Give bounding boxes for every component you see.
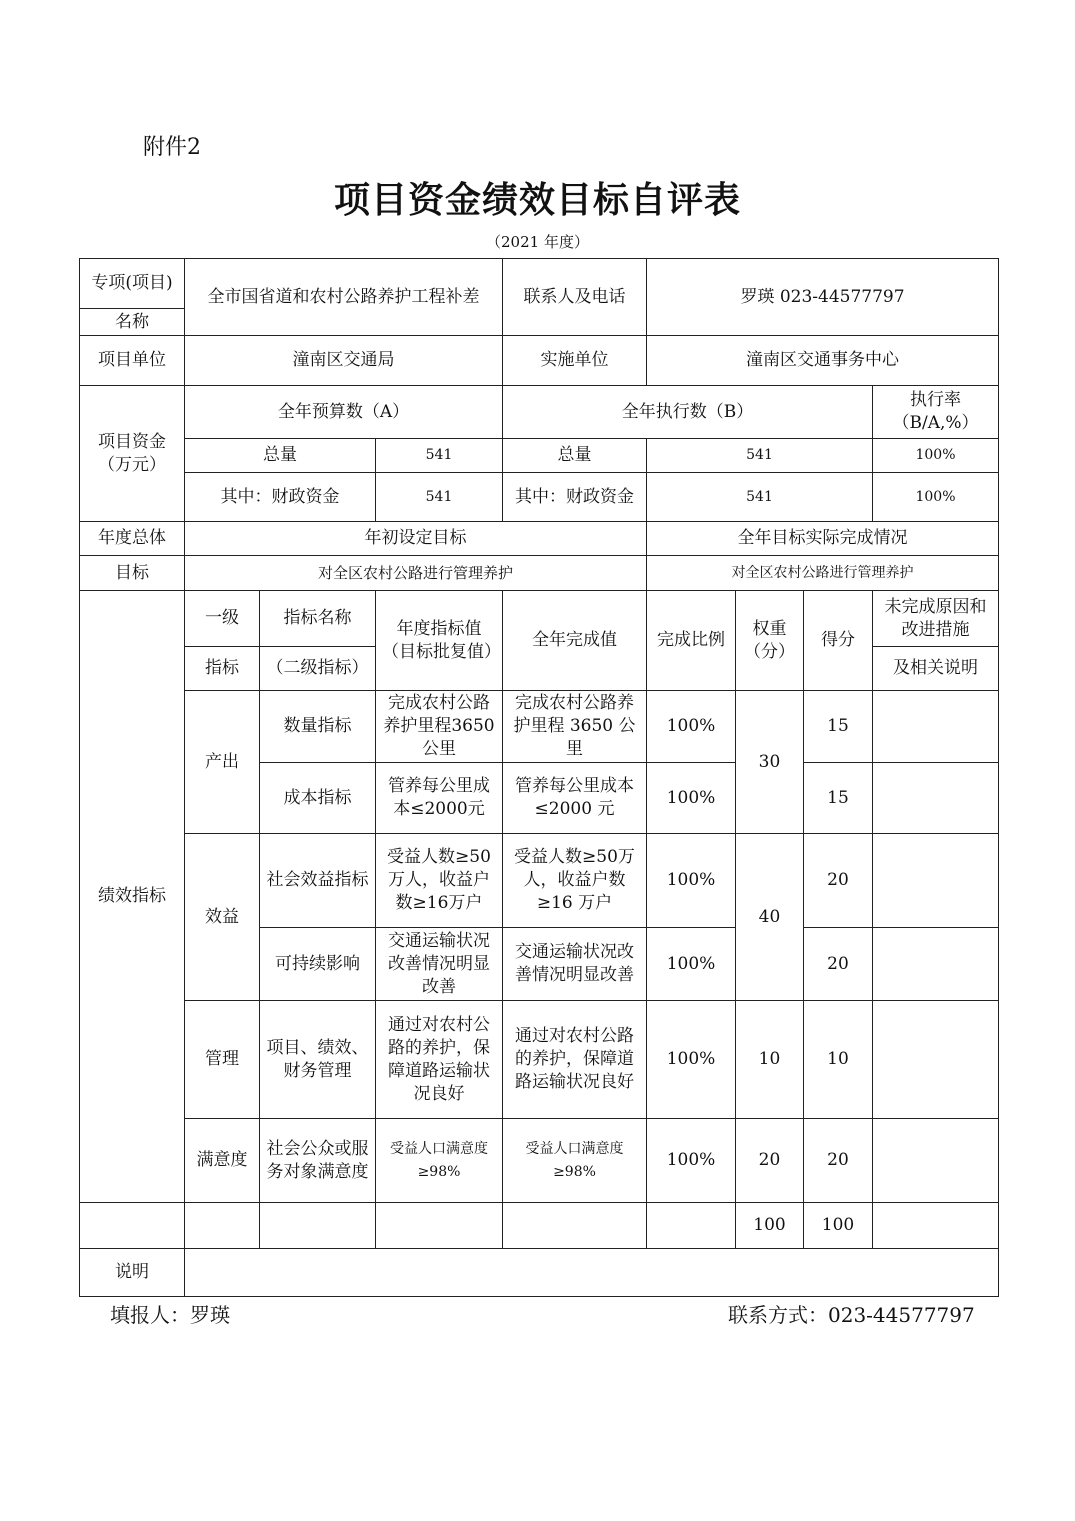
empty-cell	[647, 1203, 736, 1249]
funds-rate: 100%	[873, 473, 999, 522]
year-label: （2021 年度）	[486, 233, 589, 251]
indicator-ratio: 100%	[647, 928, 736, 1001]
indicator-score: 15	[804, 691, 873, 763]
indicator-score: 10	[804, 1001, 873, 1119]
note-label: 说明	[80, 1249, 185, 1297]
indicator-actual: 完成农村公路养护里程 3650 公里	[503, 691, 647, 763]
indicator-weight: 30	[736, 691, 804, 834]
indicator-score: 20	[804, 834, 873, 928]
indicator-name: 社会公众或服务对象满意度	[260, 1119, 376, 1203]
note-value	[185, 1249, 999, 1297]
indicator-reason	[873, 1119, 999, 1203]
header-target: 年度指标值（目标批复值）	[376, 591, 503, 691]
table-row	[80, 1119, 999, 1203]
empty-cell	[80, 1203, 185, 1249]
header-reason: 未完成原因和改进措施	[873, 591, 999, 647]
funds-rate: 100%	[873, 439, 999, 473]
goals-label: 年度总体	[80, 522, 185, 556]
indicators-label: 绩效指标	[80, 591, 185, 1203]
funds-b-label: 其中：财政资金	[503, 473, 647, 522]
indicator-name: 可持续影响	[260, 928, 376, 1001]
funds-a-label: 总量	[185, 439, 376, 473]
indicator-actual: 管养每公里成本≤2000 元	[503, 763, 647, 834]
contact-info: 联系方式：023-44577797	[728, 1303, 975, 1327]
funds-a-value: 541	[376, 473, 503, 522]
indicator-actual: 交通运输状况改善情况明显改善	[503, 928, 647, 1001]
project-label: 专项(项目)	[80, 259, 185, 309]
empty-cell	[185, 1203, 260, 1249]
header-weight: 权重（分）	[736, 591, 804, 691]
indicator-reason	[873, 691, 999, 763]
total-score: 100	[804, 1203, 873, 1249]
evaluation-table	[79, 258, 999, 1297]
unit-value: 潼南区交通局	[185, 336, 503, 386]
funds-b-value: 541	[647, 439, 873, 473]
contact-label: 联系人及电话	[503, 259, 647, 336]
indicator-weight: 10	[736, 1001, 804, 1119]
header-level1: 一级	[185, 591, 260, 647]
empty-cell	[503, 1203, 647, 1249]
indicator-score: 20	[804, 1119, 873, 1203]
header-reason-b: 及相关说明	[873, 647, 999, 691]
level1-cell: 满意度	[185, 1119, 260, 1203]
funds-a-value: 541	[376, 439, 503, 473]
project-name: 全市国省道和农村公路养护工程补差	[185, 259, 503, 336]
level1-cell: 效益	[185, 834, 260, 1001]
level1-cell: 产出	[185, 691, 260, 834]
indicator-name: 数量指标	[260, 691, 376, 763]
funds-a-label: 其中：财政资金	[185, 473, 376, 522]
indicator-name: 成本指标	[260, 763, 376, 834]
reporter: 填报人：罗瑛	[110, 1303, 230, 1327]
header-score: 得分	[804, 591, 873, 691]
empty-cell	[873, 1203, 999, 1249]
indicator-target: 管养每公里成本≤2000元	[376, 763, 503, 834]
impl-value: 潼南区交通事务中心	[647, 336, 999, 386]
rate-header: 执行率（B/A,%）	[873, 386, 999, 439]
indicator-reason	[873, 1001, 999, 1119]
exec-header: 全年执行数（B）	[503, 386, 873, 439]
goals-set-value: 对全区农村公路进行管理养护	[185, 556, 647, 591]
contact-value: 罗瑛 023-44577797	[647, 259, 999, 336]
indicator-ratio: 100%	[647, 1119, 736, 1203]
indicator-target: 受益人数≥50 万人，收益户数≥16万户	[376, 834, 503, 928]
indicator-reason	[873, 928, 999, 1001]
goals-label-2: 目标	[80, 556, 185, 591]
empty-cell	[260, 1203, 376, 1249]
indicator-score: 20	[804, 928, 873, 1001]
funds-label: 项目资金（万元）	[80, 386, 185, 522]
total-row	[80, 1203, 999, 1249]
indicator-ratio: 100%	[647, 1001, 736, 1119]
project-label-name: 名称	[80, 309, 185, 336]
header-name: 指标名称	[260, 591, 376, 647]
attachment-label: 附件2	[143, 135, 201, 160]
indicator-ratio: 100%	[647, 834, 736, 928]
indicator-actual: 受益人数≥50万人，收益户数≥16 万户	[503, 834, 647, 928]
indicator-target: 受益人口满意度≥98%	[376, 1119, 503, 1203]
indicator-weight: 20	[736, 1119, 804, 1203]
budget-header: 全年预算数（A）	[185, 386, 503, 439]
page-title: 项目资金绩效目标自评表	[333, 180, 741, 221]
header-name-b: （二级指标）	[260, 647, 376, 691]
header-level1-b: 指标	[185, 647, 260, 691]
funds-b-label: 总量	[503, 439, 647, 473]
indicator-reason	[873, 763, 999, 834]
indicator-target: 交通运输状况改善情况明显改善	[376, 928, 503, 1001]
unit-label: 项目单位	[80, 336, 185, 386]
indicator-weight: 40	[736, 834, 804, 1001]
indicator-name: 社会效益指标	[260, 834, 376, 928]
table-row	[80, 1001, 999, 1119]
goals-actual-value: 对全区农村公路进行管理养护	[647, 556, 999, 591]
table-row	[80, 834, 999, 928]
funds-b-value: 541	[647, 473, 873, 522]
indicator-actual: 通过对农村公路的养护，保障道路运输状况良好	[503, 1001, 647, 1119]
indicator-ratio: 100%	[647, 763, 736, 834]
indicator-target: 完成农村公路养护里程3650 公里	[376, 691, 503, 763]
indicator-target: 通过对农村公路的养护，保障道路运输状况良好	[376, 1001, 503, 1119]
header-ratio: 完成比例	[647, 591, 736, 691]
impl-label: 实施单位	[503, 336, 647, 386]
indicator-ratio: 100%	[647, 691, 736, 763]
header-actual: 全年完成值	[503, 591, 647, 691]
level1-cell: 管理	[185, 1001, 260, 1119]
indicator-name: 项目、绩效、财务管理	[260, 1001, 376, 1119]
total-weight: 100	[736, 1203, 804, 1249]
indicator-actual: 受益人口满意度≥98%	[503, 1119, 647, 1203]
empty-cell	[376, 1203, 503, 1249]
indicator-reason	[873, 834, 999, 928]
indicator-score: 15	[804, 763, 873, 834]
table-row	[80, 691, 999, 763]
goals-actual-header: 全年目标实际完成情况	[647, 522, 999, 556]
goals-set-header: 年初设定目标	[185, 522, 647, 556]
